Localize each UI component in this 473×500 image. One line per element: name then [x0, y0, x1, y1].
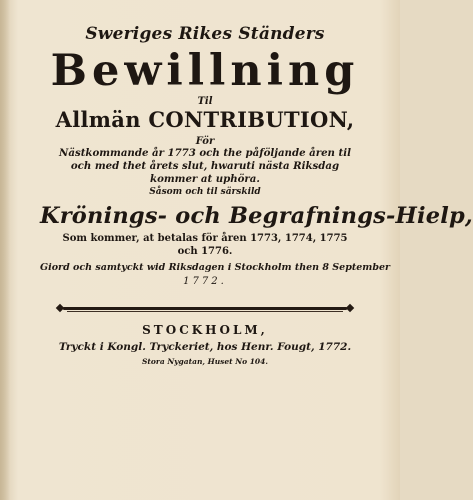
year-line: 1772.: [183, 276, 227, 287]
rule-end-ornament: [346, 304, 354, 312]
sasom-line: Såsom och til särskild: [149, 187, 261, 197]
til-line: Til: [197, 96, 213, 107]
agreed-line: Giord och samtyckt wid Riksdagen i Stockholm then 8 September: [40, 262, 391, 273]
title-page-content: [40, 16, 473, 366]
heading-estates: Sweriges Rikes Ständers: [85, 24, 325, 44]
rule-bar: [63, 307, 347, 310]
ornamental-rule: [57, 305, 353, 313]
imprint-place: STOCKHOLM,: [142, 323, 268, 337]
rule-thin-bar: [67, 311, 343, 312]
paragraph-line: kommer at uphöra.: [150, 173, 260, 185]
years-line: Som kommer, at betalas för åren 1773, 1774, 1775: [62, 233, 348, 244]
help-heading: Krönings- och Begrafnings-Hielp,: [40, 203, 473, 229]
for-line: För: [195, 136, 215, 147]
duration-paragraph: [40, 147, 370, 186]
paragraph-line: och med thet årets slut, hwaruti nästa Riksdag: [70, 160, 340, 172]
paragraph-line: Nästkommande år 1773 och the påföljande åren til: [59, 147, 351, 159]
imprint-printer: Tryckt i Kongl. Tryckeriet, hos Henr. Fougt, 1772.: [58, 341, 352, 353]
contribution-heading: Allmän CONTRIBUTION,: [55, 107, 355, 132]
main-title: Bewillning: [50, 46, 360, 96]
years-line: och 1776.: [177, 246, 233, 257]
years-paragraph: [40, 232, 370, 258]
imprint-address: Stora Nygatan, Huset No 104.: [142, 357, 268, 366]
